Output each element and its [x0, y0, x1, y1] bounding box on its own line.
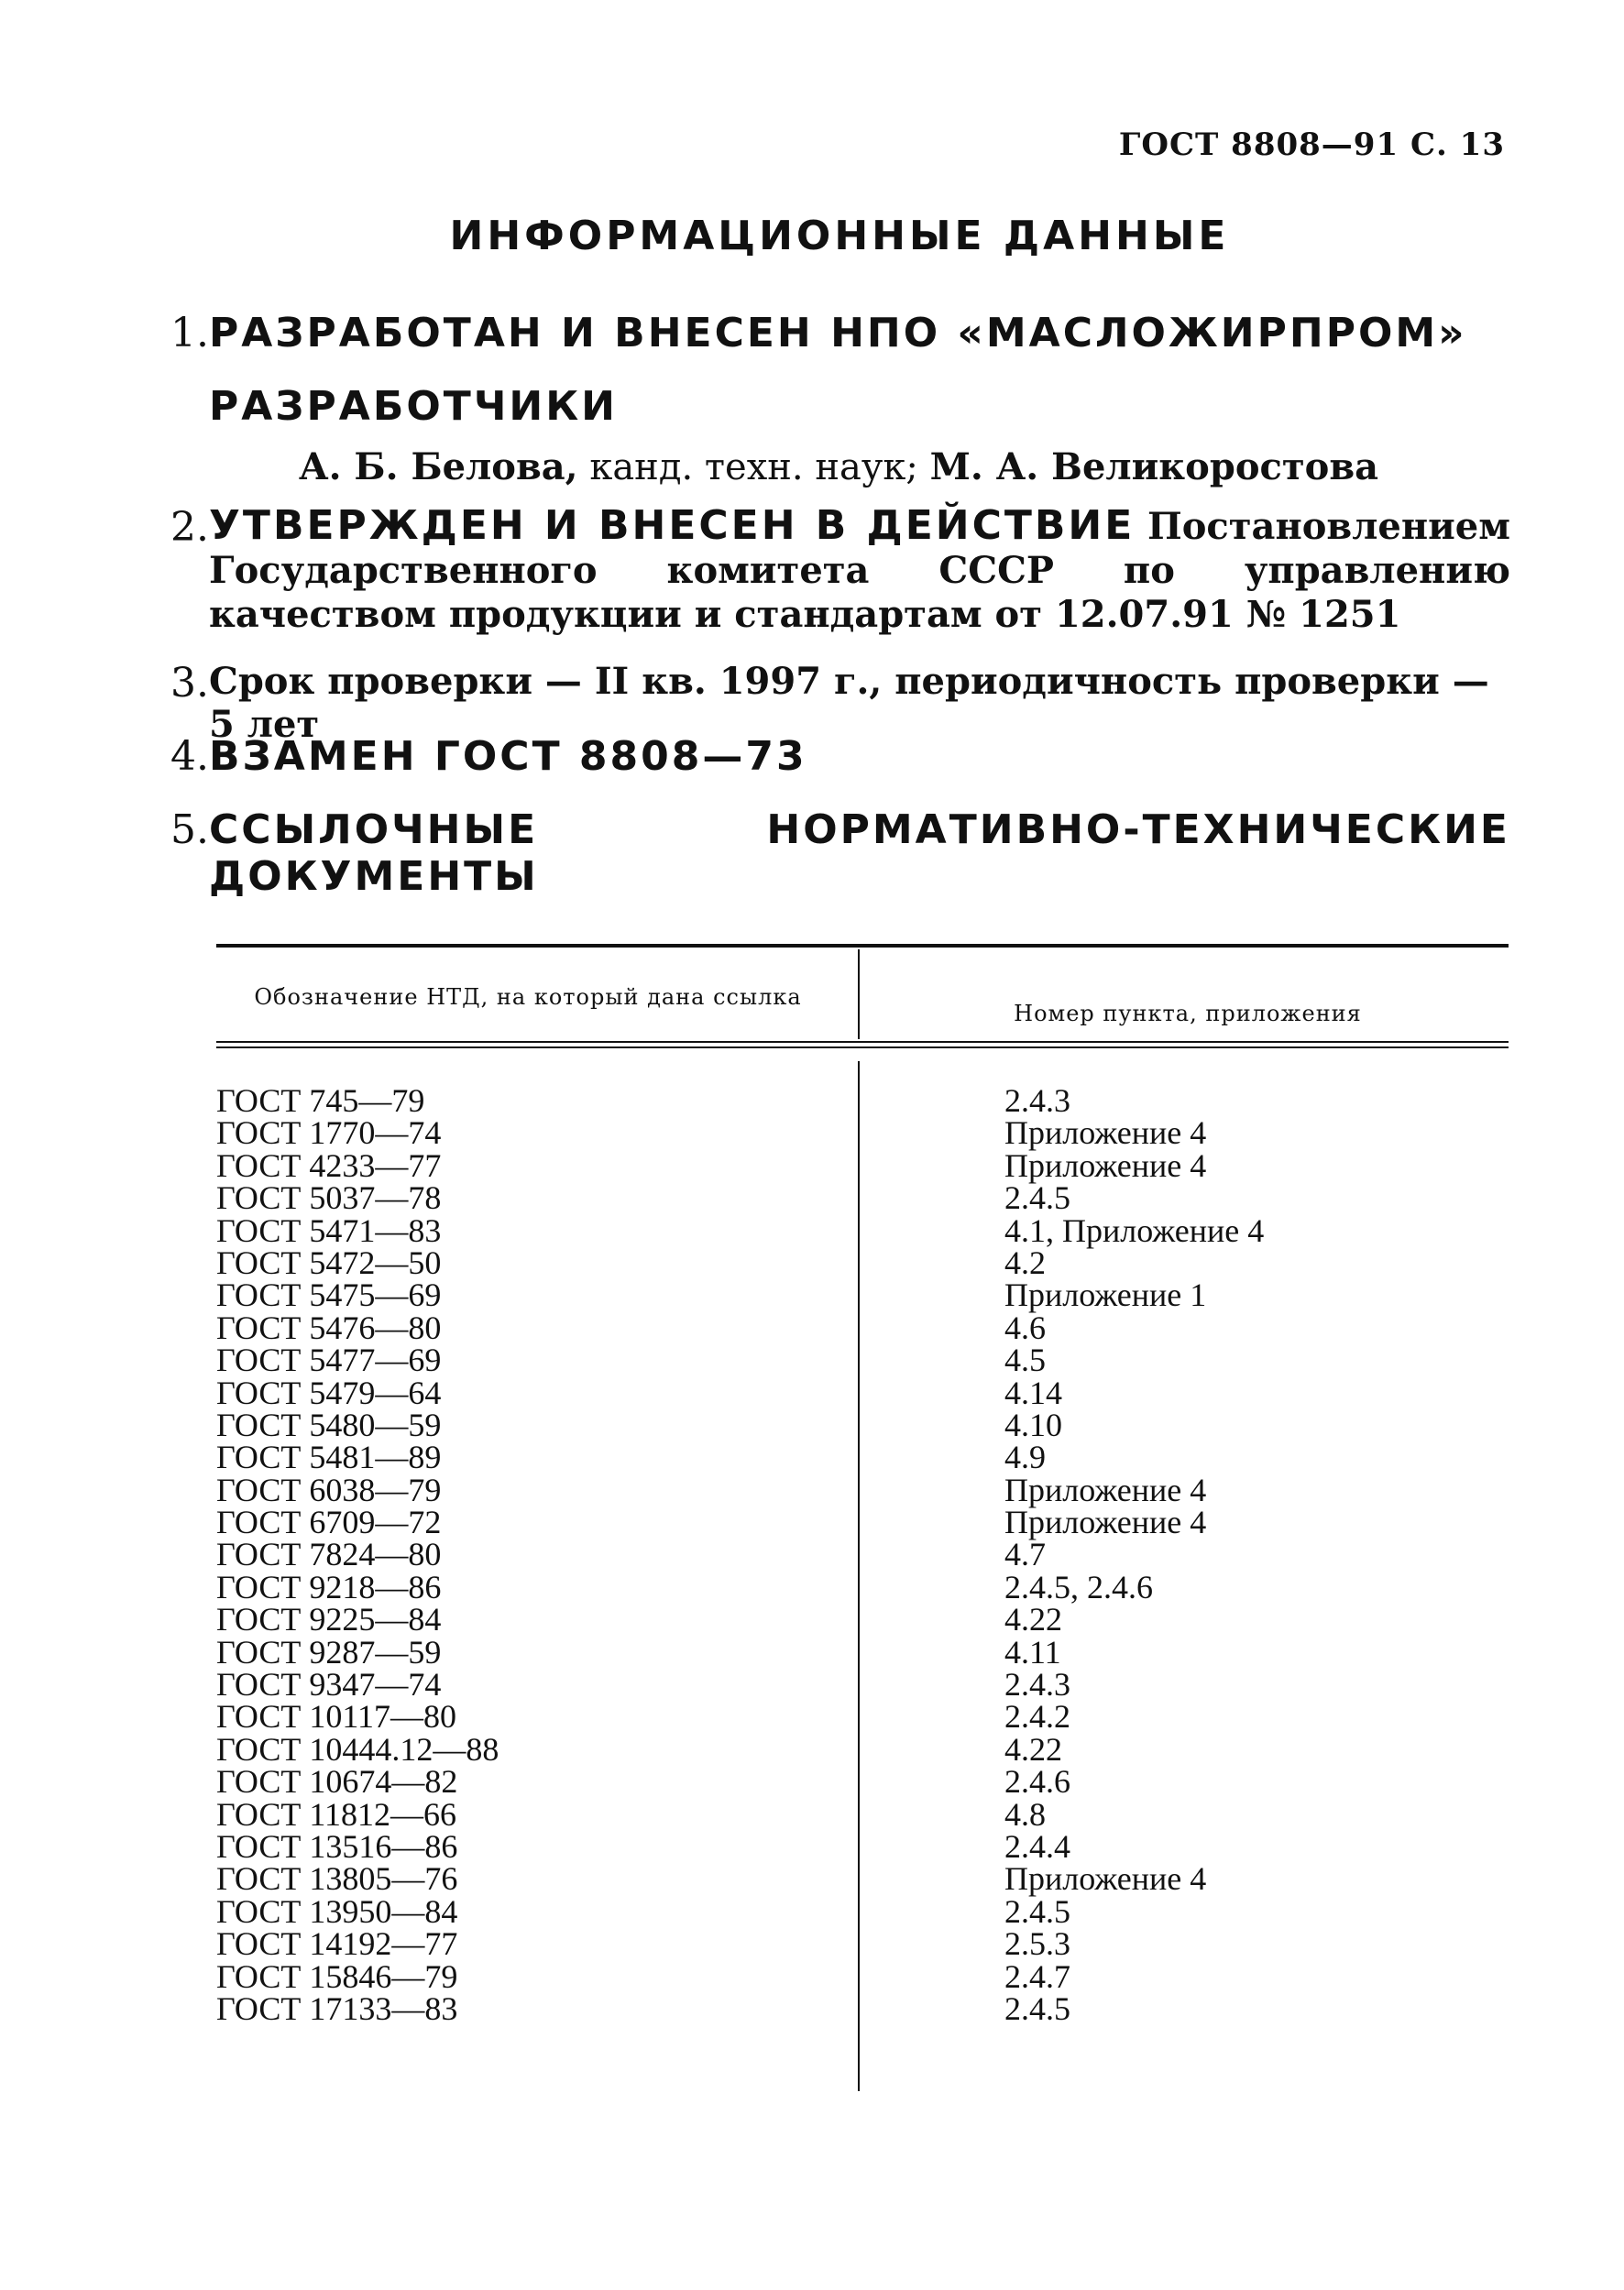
cell-clause: 2.4.4	[1004, 1827, 1070, 1865]
header-rule-2	[216, 1046, 1509, 1048]
cell-document: ГОСТ 745—79	[216, 1082, 425, 1119]
cell-document: ГОСТ 5480—59	[216, 1406, 442, 1443]
table-row	[216, 1081, 1509, 1119]
info-item-5	[170, 806, 1510, 900]
page-header: ГОСТ 8808—91 С. 13	[1118, 126, 1505, 163]
item-number: 3.	[170, 660, 209, 707]
table-body	[216, 1081, 1509, 2027]
cell-document: ГОСТ 5037—78	[216, 1179, 442, 1217]
cell-clause: 2.4.2	[1004, 1698, 1070, 1736]
cell-clause: 4.6	[1004, 1309, 1046, 1346]
header-rule-1	[216, 1041, 1509, 1043]
cell-clause: Приложение 1	[1004, 1276, 1207, 1314]
cell-clause: 2.4.5, 2.4.6	[1004, 1568, 1153, 1605]
cell-document: ГОСТ 5471—83	[216, 1211, 442, 1249]
item-1-text: РАЗРАБОТАН И ВНЕСЕН НПО «МАСЛОЖИРПРОМ»	[209, 310, 1467, 356]
cell-document: ГОСТ 11812—66	[216, 1795, 457, 1833]
cell-document: ГОСТ 9287—59	[216, 1633, 442, 1671]
item-3-text: Срок проверки — II кв. 1997 г., периодичность проверки — 5 лет	[209, 660, 1489, 746]
table-row	[216, 1244, 1509, 1281]
col-header-document: Обозначение НТД, на который дана ссылка	[254, 984, 802, 1010]
table-row	[216, 1892, 1509, 1930]
table-row	[216, 1665, 1509, 1704]
cell-document: ГОСТ 10674—82	[216, 1763, 458, 1801]
cell-document: ГОСТ 15846—79	[216, 1957, 458, 1995]
developer-name-1: А. Б. Белова,	[299, 445, 578, 488]
info-item-4	[170, 733, 1510, 780]
cell-document: ГОСТ 5477—69	[216, 1342, 442, 1379]
developer-name-2: М. А. Великоростова	[929, 445, 1379, 488]
table-row	[216, 1535, 1509, 1573]
cell-clause: 2.4.3	[1004, 1666, 1070, 1704]
table-row	[216, 1795, 1509, 1833]
item-number: 4.	[170, 733, 209, 780]
cell-document: ГОСТ 5481—89	[216, 1439, 442, 1476]
cell-clause: Приложение 4	[1004, 1860, 1207, 1898]
cell-clause: Приложение 4	[1004, 1504, 1207, 1541]
cell-clause: 4.9	[1004, 1439, 1046, 1476]
cell-clause: 4.22	[1004, 1601, 1062, 1638]
table-row	[216, 1859, 1509, 1898]
item-4-text: ВЗАМЕН ГОСТ 8808—73	[209, 733, 807, 780]
cell-document: ГОСТ 6038—79	[216, 1471, 442, 1508]
cell-clause: 4.22	[1004, 1730, 1062, 1768]
cell-clause: 2.5.3	[1004, 1925, 1070, 1963]
cell-document: ГОСТ 10117—80	[216, 1698, 457, 1736]
item-number: 1.	[170, 310, 209, 356]
header-divider	[858, 949, 860, 1039]
page-title: ИНФОРМАЦИОННЫЕ ДАННЫЕ	[449, 213, 1230, 259]
cell-clause: 4.11	[1004, 1633, 1061, 1671]
item-5-text: ССЫЛОЧНЫЕ НОРМАТИВНО-ТЕХНИЧЕСКИЕ ДОКУМЕНТЫ	[209, 806, 1510, 900]
table-row	[216, 1471, 1509, 1508]
cell-document: ГОСТ 1770—74	[216, 1114, 442, 1152]
cell-clause: Приложение 4	[1004, 1114, 1207, 1152]
item-2-text: Постановлением Государственного комитета СССР по управлению качеством продукции и стандартам от 12.07.91 № 1251	[209, 505, 1510, 636]
cell-clause: 4.1, Приложение 4	[1004, 1211, 1265, 1249]
table-row	[216, 1600, 1509, 1638]
col-header-clause: Номер пункта, приложения	[1014, 1001, 1362, 1026]
cell-document: ГОСТ 4233—77	[216, 1146, 442, 1184]
cell-clause: 2.4.5	[1004, 1989, 1070, 2027]
item-number: 2.	[170, 504, 209, 551]
cell-clause: 4.5	[1004, 1342, 1046, 1379]
cell-clause: 2.4.7	[1004, 1957, 1070, 1995]
cell-document: ГОСТ 5472—50	[216, 1244, 442, 1281]
developers-label: РАЗРАБОТЧИКИ	[209, 383, 618, 430]
table-row	[216, 1762, 1509, 1801]
cell-document: ГОСТ 9225—84	[216, 1601, 442, 1638]
table-row	[216, 1827, 1509, 1865]
table-row	[216, 1113, 1509, 1152]
item-2-paragraph	[209, 504, 1510, 637]
item-2-caps: УТВЕРЖДЕН И ВНЕСЕН В ДЕЙСТВИЕ	[209, 502, 1136, 549]
table-row	[216, 1957, 1509, 1995]
table-row	[216, 1924, 1509, 1963]
table-row	[216, 1438, 1509, 1476]
cell-clause: Приложение 4	[1004, 1146, 1207, 1184]
cell-clause: 4.7	[1004, 1536, 1046, 1573]
cell-document: ГОСТ 10444.12—88	[216, 1730, 499, 1768]
cell-clause: Приложение 4	[1004, 1471, 1207, 1508]
info-item-2	[170, 502, 1510, 637]
cell-clause: 4.8	[1004, 1795, 1046, 1833]
cell-clause: 4.14	[1004, 1374, 1062, 1411]
cell-document: ГОСТ 9347—74	[216, 1666, 442, 1704]
table-row	[216, 1697, 1509, 1736]
table-row	[216, 1309, 1509, 1346]
table-row	[216, 1503, 1509, 1541]
table-top-rule	[216, 944, 1509, 948]
table-row	[216, 1989, 1509, 2027]
cell-clause: 2.4.5	[1004, 1179, 1070, 1217]
info-item-1	[170, 310, 1510, 488]
cell-clause: 4.2	[1004, 1244, 1046, 1281]
table-row	[216, 1211, 1509, 1249]
cell-document: ГОСТ 13805—76	[216, 1860, 458, 1898]
cell-document: ГОСТ 13516—86	[216, 1827, 458, 1865]
cell-document: ГОСТ 17133—83	[216, 1989, 458, 2027]
cell-document: ГОСТ 13950—84	[216, 1892, 458, 1930]
cell-document: ГОСТ 5479—64	[216, 1374, 442, 1411]
cell-document: ГОСТ 6709—72	[216, 1504, 442, 1541]
table-row	[216, 1341, 1509, 1379]
developer-degree: канд. техн. наук;	[589, 446, 918, 488]
table-row	[216, 1374, 1509, 1411]
developer-names	[299, 445, 1378, 488]
item-number: 5.	[170, 806, 209, 853]
cell-clause: 4.10	[1004, 1406, 1062, 1443]
cell-clause: 2.4.6	[1004, 1763, 1070, 1801]
cell-document: ГОСТ 5475—69	[216, 1276, 442, 1314]
cell-clause: 2.4.5	[1004, 1892, 1070, 1930]
table-row	[216, 1568, 1509, 1605]
cell-document: ГОСТ 9218—86	[216, 1568, 442, 1605]
table-row	[216, 1633, 1509, 1671]
table-row	[216, 1178, 1509, 1217]
table-row	[216, 1146, 1509, 1184]
cell-clause: 2.4.3	[1004, 1082, 1070, 1119]
table-row	[216, 1276, 1509, 1314]
cell-document: ГОСТ 14192—77	[216, 1925, 458, 1963]
cell-document: ГОСТ 7824—80	[216, 1536, 442, 1573]
cell-document: ГОСТ 5476—80	[216, 1309, 442, 1346]
table-row	[216, 1730, 1509, 1768]
table-row	[216, 1406, 1509, 1443]
